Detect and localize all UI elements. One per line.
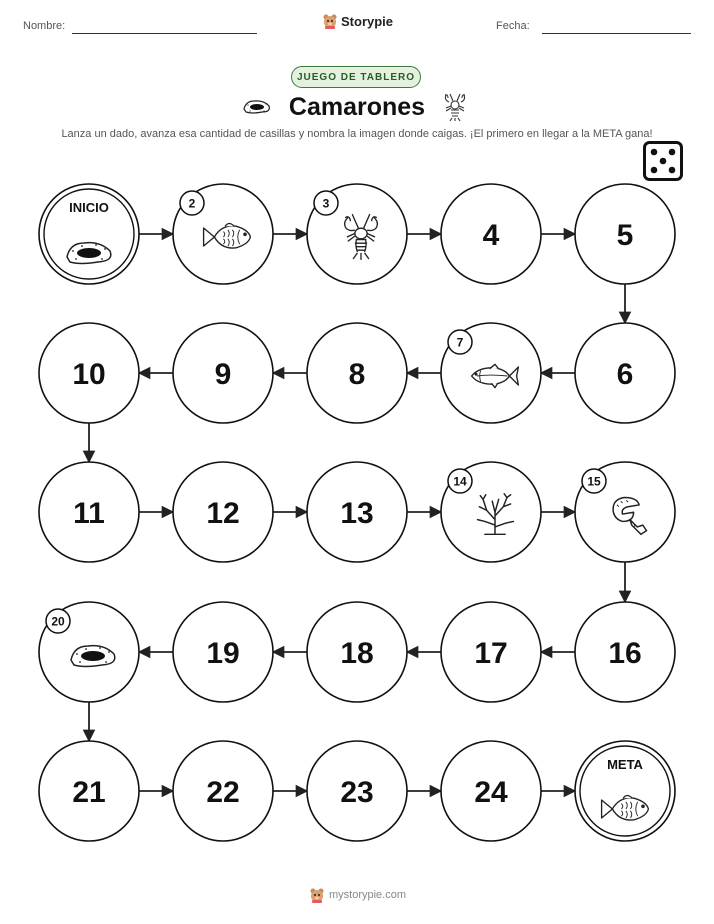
board-space-15 xyxy=(575,462,675,562)
board-space-10 xyxy=(39,323,139,423)
space-number: 12 xyxy=(206,497,240,530)
space-number: 9 xyxy=(214,358,232,391)
board-space-7 xyxy=(441,323,541,423)
space-label: META xyxy=(607,757,643,772)
name-label: Nombre: xyxy=(23,20,66,32)
board-space-16 xyxy=(575,602,675,702)
board-space-11 xyxy=(39,462,139,562)
footer-url[interactable]: mystorypie.com xyxy=(329,889,407,901)
space-number: 20 xyxy=(51,614,65,629)
brand-name: Storypie xyxy=(341,13,394,29)
space-number: 16 xyxy=(608,637,642,670)
board-space-21 xyxy=(39,741,139,841)
space-label: INICIO xyxy=(69,200,109,215)
board-space-19 xyxy=(173,602,273,702)
instructions-text: Lanza un dado, avanza esa cantidad de casillas y nombra la imagen donde caigas. ¡El primero en llegar a la META gana! xyxy=(61,128,653,140)
space-number: 14 xyxy=(453,474,467,489)
game-type-badge: JUEGO DE TABLERO xyxy=(291,66,421,88)
space-number: 10 xyxy=(72,358,106,391)
space-number: 4 xyxy=(482,219,500,252)
board-space-20 xyxy=(39,602,139,702)
board-space-9 xyxy=(173,323,273,423)
board-space-5 xyxy=(575,184,675,284)
burrow-icon xyxy=(71,646,115,667)
space-number: 8 xyxy=(348,358,366,391)
space-number: 19 xyxy=(206,637,240,670)
space-number: 7 xyxy=(456,335,464,350)
space-number: 22 xyxy=(206,776,240,809)
date-label: Fecha: xyxy=(496,20,530,32)
space-number: 17 xyxy=(474,637,508,670)
board-space-23 xyxy=(307,741,407,841)
space-number: 5 xyxy=(616,219,634,252)
board-space-6 xyxy=(575,323,675,423)
space-number: 2 xyxy=(188,196,196,211)
board-space-12 xyxy=(173,462,273,562)
space-number: 21 xyxy=(72,776,106,809)
space-number: 13 xyxy=(340,497,374,530)
space-number: 23 xyxy=(340,776,374,809)
page-title: Camarones xyxy=(288,93,426,121)
space-number: 3 xyxy=(322,196,330,211)
board-space-13 xyxy=(307,462,407,562)
board-space-22 xyxy=(173,741,273,841)
board-space-8 xyxy=(307,323,407,423)
board-space-18 xyxy=(307,602,407,702)
space-number: 18 xyxy=(340,637,374,670)
space-number: 6 xyxy=(616,358,634,391)
board-space-17 xyxy=(441,602,541,702)
board-space-14 xyxy=(441,462,541,562)
burrow-icon xyxy=(67,243,111,264)
board-space-4 xyxy=(441,184,541,284)
space-number: 15 xyxy=(587,474,601,489)
space-number: 24 xyxy=(474,776,508,809)
board-space-3 xyxy=(307,184,407,284)
board-space-24 xyxy=(441,741,541,841)
space-number: 11 xyxy=(73,497,105,530)
board-space-meta xyxy=(575,741,675,841)
footer xyxy=(309,887,406,903)
board-space-2 xyxy=(173,184,273,284)
board-space-inicio xyxy=(39,184,139,284)
bear-mascot-icon xyxy=(309,887,325,903)
